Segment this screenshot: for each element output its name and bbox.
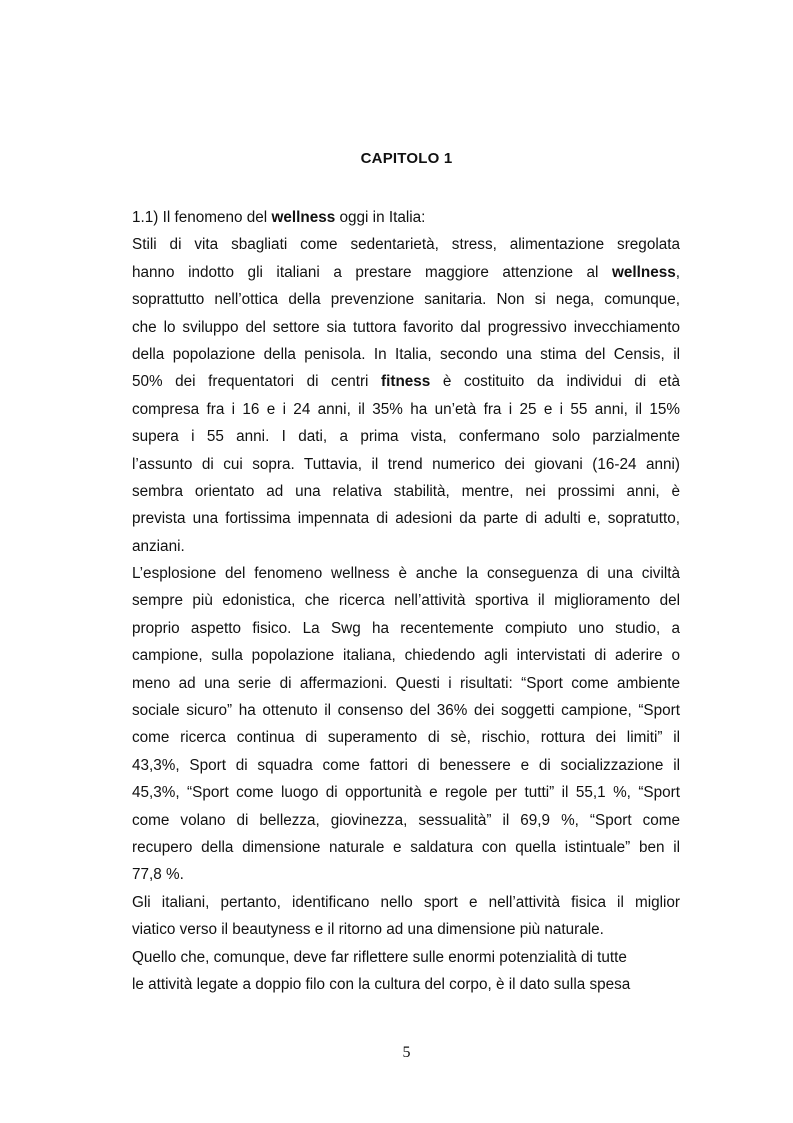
text-line: che lo sviluppo del settore sia tuttora favorito dal progressivo invecchiamento bbox=[132, 318, 680, 336]
section-heading: 1.1) Il fenomeno del wellness oggi in Italia: bbox=[132, 209, 426, 226]
text-line: recupero della dimensione naturale e saldatura con quella istintuale” ben il bbox=[132, 838, 680, 856]
text-line: come volano di bellezza, giovinezza, sessualità” il 69,9 %, “Sport come bbox=[132, 811, 680, 829]
text-line: Stili di vita sbagliati come sedentarietà, stress, alimentazione sregolata bbox=[132, 236, 680, 254]
text-line: 43,3%, Sport di squadra come fattori di benessere e di socializzazione il bbox=[132, 756, 680, 774]
text-line: proprio aspetto fisico. La Swg ha recentemente compiuto uno studio, a bbox=[132, 619, 680, 637]
text-line: hanno indotto gli italiani a prestare maggiore attenzione al wellness, bbox=[132, 263, 680, 281]
text-line: sociale sicuro” ha ottenuto il consenso del 36% dei soggetti campione, “Sport bbox=[132, 702, 680, 720]
text-line: 50% dei frequentatori di centri fitness è costituito da individui di età bbox=[132, 373, 680, 391]
text-line: soprattutto nell’ottica della prevenzione sanitaria. Non si nega, comunque, bbox=[132, 291, 680, 309]
keyword-fitness: fitness bbox=[381, 373, 431, 391]
text-line: meno ad una serie di affermazioni. Questi i risultati: “Sport come ambiente bbox=[132, 674, 680, 692]
text-line: campione, sulla popolazione italiana, chiedendo agli intervistati di aderire o bbox=[132, 647, 680, 665]
text-line: le attività legate a doppio filo con la cultura del corpo, è il dato sulla spesa bbox=[132, 975, 631, 993]
text-line: sempre più edonistica, che ricerca nell’attività sportiva il miglioramento del bbox=[132, 592, 680, 610]
keyword-wellness: wellness bbox=[611, 263, 676, 281]
text-line: prevista una fortissima impennata di adesioni da parte di adulti e, sopratutto, bbox=[132, 510, 680, 528]
section-heading-keyword: wellness bbox=[271, 209, 336, 226]
text-line: come ricerca continua di superamento di sè, rischio, rottura dei limiti” il bbox=[132, 729, 680, 747]
text-line: viatico verso il beautyness e il ritorno ad una dimensione più naturale. bbox=[132, 921, 604, 939]
text-line: compresa fra i 16 e i 24 anni, il 35% ha un’età fra i 25 e i 55 anni, il 15% bbox=[132, 400, 680, 418]
text-line: supera i 55 anni. I dati, a prima vista, confermano solo parzialmente bbox=[132, 428, 680, 446]
text-line: l’assunto di cui sopra. Tuttavia, il trend numerico dei giovani (16-24 anni) bbox=[132, 455, 680, 473]
text-line: 77,8 %. bbox=[132, 866, 184, 884]
text-line: 45,3%, “Sport come luogo di opportunità e regole per tutti” il 55,1 %, “Sport bbox=[132, 784, 680, 802]
text-line: Gli italiani, pertanto, identificano nello sport e nell’attività fisica il miglior bbox=[132, 893, 680, 911]
chapter-title: CAPITOLO 1 bbox=[360, 150, 453, 167]
text-line: Quello che, comunque, deve far riflettere sulle enormi potenzialità di tutte bbox=[132, 948, 627, 966]
body-text bbox=[132, 204, 680, 998]
text-line: della popolazione della penisola. In Italia, secondo una stima del Censis, il bbox=[132, 345, 680, 363]
page-number: 5 bbox=[402, 1044, 411, 1061]
text-line: L’esplosione del fenomeno wellness è anche la conseguenza di una civiltà bbox=[132, 565, 680, 583]
text-line: sembra orientato ad una relativa stabilità, mentre, nei prossimi anni, è bbox=[132, 482, 680, 500]
text-line: anziani. bbox=[132, 537, 185, 555]
